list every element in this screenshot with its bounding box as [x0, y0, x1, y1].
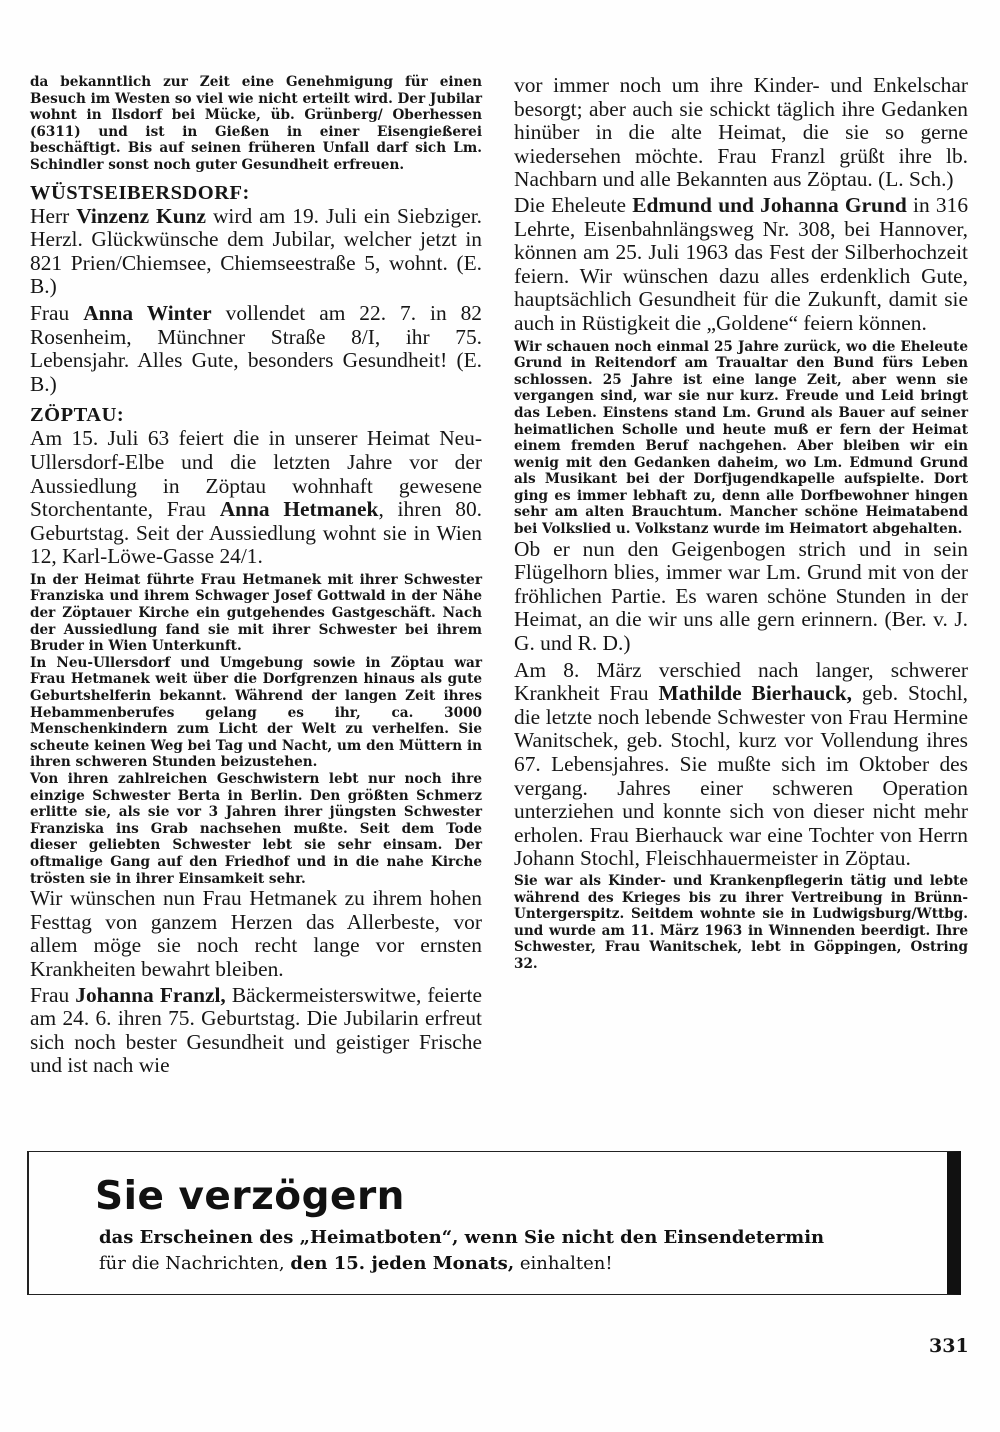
person-name: Johanna Franzl,	[75, 982, 226, 1007]
article-paragraph: vor immer noch um ihre Kinder- und Enkelschar besorgt; aber auch sie schickt täglich ihre Gedanken hinüber in die alte Heimat, die sie so gerne wiedersehen möchte. Frau Franzl grüßt ihre lb. Nachbarn und alle Bekannten aus Zöptau. (L. Sch.)	[514, 73, 968, 192]
text-run: für die Nachrichten,	[99, 1253, 291, 1274]
notice-line-2	[99, 1251, 929, 1277]
deadline-text: den 15. jeden Monats,	[290, 1253, 515, 1274]
text-run: einhalten!	[514, 1253, 613, 1274]
text-run: vollendet am 22. 7. in 82 Rosenheim, Münchner Straße 8/I, ihr 75. Lebensjahr. Alles Gute, besonders Gesundheit! (E. B.)	[30, 300, 483, 396]
article-paragraph: Wir wünschen nun Frau Hetmanek zu ihrem hohen Festtag von ganzem Herzen das Allerbeste, vor allem möge sie noch recht lange vor ernsten Krankheiten bewahrt bleiben.	[30, 886, 482, 981]
article-paragraph: da bekanntlich zur Zeit eine Genehmigung für einen Besuch im Westen so viel wie nicht erteilt wird. Der Jubilar wohnt in Ilsdorf bei Mücke, üb. Grünberg/ Oberhessen (6311) und ist in Gießen in einer Eisengießerei beschäftigt. Bis auf seinen früheren Unfall darf sich Lm. Schindler sonst noch guter Gesundheit erfreuen.	[30, 74, 482, 173]
person-name: Anna Hetmanek	[219, 497, 379, 522]
notice-box	[27, 1151, 961, 1295]
text-run: Bäckermeisterswitwe, feierte am 24. 6. ihren 75. Geburtstag. Die Jubilarin erfreut sich noch bester Gesundheit und geistiger Frische und ist nach wie	[30, 982, 482, 1078]
article-paragraph: In der Heimat führte Frau Hetmanek mit ihrer Schwester Franziska und ihrem Schwager Josef Gottwald in der Nähe der Zöptauer Kirche ein gutgehendes Gastgeschäft. Nach der Aussiedlung fand sie mit ihrer Schwester bei ihrem Bruder in Wien Unterkunft.	[30, 571, 482, 655]
notice-text	[99, 1225, 929, 1277]
person-name: Mathilde Bierhauck,	[658, 681, 852, 706]
left-column	[30, 74, 482, 1078]
article-paragraph: Sie war als Kinder- und Krankenpflegerin tätig und lebte während des Krieges bis zu ihrer Vertreibung in Brünn-Untergerspitz. Seitdem wohnte sie in Ludwigsburg/Wttbg. und wurde am 11. März 1963 in Winnenden beerdigt. Ihre Schwester, Frau Wanitschek, lebt in Göppingen, Ostring 32.	[514, 872, 968, 972]
text-run: Am 15. Juli 63 feiert die in unserer Heimat Neu-Ullersdorf-Elbe und die letzten Jahre vor der Aussiedlung in Zöptau wohnhaft gewesene Storchentante, Frau	[30, 426, 482, 522]
article-paragraph: In Neu-Ullersdorf und Umgebung sowie in Zöptau war Frau Hetmanek weit über die Dorfgrenzen hinaus als gute Geburtshelferin bekannt. Während der langen Zeit ihres Hebammenberufes gelang es ihr, ca. 3000 Menschenkindern zum Licht der Welt zu verhelfen. Sie scheute keinen Weg bei Tag und Nacht, um den Müttern in ihren schweren Stunden beizustehen.	[30, 654, 482, 771]
text-run: Am 8. März verschied nach langer, schwerer Krankheit Frau	[514, 657, 968, 706]
article-paragraph	[30, 302, 482, 396]
section-heading: ZÖPTAU:	[30, 404, 125, 427]
text-run: Herr	[30, 203, 77, 228]
article-paragraph: Von ihren zahlreichen Geschwistern lebt nur noch ihre einzige Schwester Berta in Berlin. Den größten Schmerz erlitte sie, als sie vor 3 Jahren ihrer jüngsten Schwester Franziska ins Grab nachsehen mußte. Seit dem Tode dieser geliebten Schwester lebt sie sehr einsam. Der oftmalige Gang auf den Friedhof und in die nahe Kirche trösten sie in ihrer Einsamkeit sehr.	[30, 771, 482, 887]
article-paragraph	[514, 194, 968, 336]
text-run: Frau	[30, 982, 76, 1007]
notice-title: Sie verzögern	[95, 1174, 405, 1219]
article-paragraph: Wir schauen noch einmal 25 Jahre zurück, wo die Eheleute Grund in Reitendorf am Traualtar den Bund fürs Leben schlossen. 25 Jahre ist eine lange Zeit, aber wenn sie vergangen sind, war sie nur kurz. Freude und Leid bringt das Leben. Einstens stand Lm. Grund als Bauer auf seiner heimatlichen Scholle und heute muß er fern der Heimat einem fremden Beruf nachgehen. Aber bleiben wir ein wenig mit den Gedanken daheim, wo Lm. Edmund Grund als Musikant bei der Dorfjugendkapelle aufspielte. Dort ging es immer lebhaft zu, denn alle Dorfbewohner hingen sehr am alten Brauchtum. Mancher schöne Heimatabend bei Volkslied u. Volkstanz wurde im Heimatort abgehalten.	[514, 338, 968, 538]
text-run: wird am 19. Juli ein Siebziger. Herzl. Glückwünsche dem Jubilar, welcher jetzt in 821 Prien/Chiemsee, Chiemseestraße 5, wohnt. (E. B.)	[30, 203, 482, 299]
right-column	[514, 74, 968, 973]
text-run: , ihren 80. Geburtstag. Seit der Aussiedlung wohnt sie in Wien 12, Karl-Löwe-Gasse 24/1.	[30, 497, 483, 569]
text-run: Die Eheleute	[514, 192, 633, 217]
text-run: in 316 Lehrte, Eisenbahnlängsweg Nr. 308, bei Hannover, können am 25. Juli 1963 das Fest der Silberhochzeit feiern. Wir wünschen dazu alles erdenklich Gute, hauptsächlich Gesundheit für die Zukunft, damit sie auch in Rüstigkeit die „Goldene“ feiern können.	[514, 192, 969, 335]
section-heading: WÜSTSEIBERSDORF:	[30, 181, 250, 204]
person-name: Anna Winter	[83, 300, 212, 325]
notice-line-1	[99, 1225, 929, 1251]
article-paragraph	[30, 427, 482, 569]
notice-line-1-text: das Erscheinen des „Heimatboten“, wenn Sie nicht den Einsendetermin	[99, 1227, 825, 1248]
article-paragraph: Ob er nun den Geigenbogen strich und in sein Flügelhorn blies, immer war Lm. Grund mit von der fröhlichen Partie. Es waren schöne Stunden in der Heimat, an die wir uns alle gern erinnern. (Ber. v. J. G. und R. D.)	[514, 536, 968, 656]
person-name: Edmund und Johanna Grund	[632, 192, 907, 217]
page-number: 331	[929, 1335, 969, 1357]
article-paragraph	[514, 659, 968, 871]
article-paragraph	[30, 205, 482, 299]
text-run: Frau	[30, 300, 84, 325]
person-name: Vinzenz Kunz	[76, 203, 206, 228]
text-run: geb. Stochl, die letzte noch lebende Schwester von Frau Hermine Wanitschek, geb. Stochl, kurz vor Vollendung ihres 67. Lebensjahres. Sie mußte sich im Oktober des vergang. Jahres einer schweren Operation unterziehen und konnte sich von dieser nicht mehr erholen. Frau Bierhauck war eine Tochter von Herrn Johann Stochl, Fleischhauermeister in Zöptau.	[514, 681, 968, 871]
article-paragraph	[30, 984, 482, 1078]
